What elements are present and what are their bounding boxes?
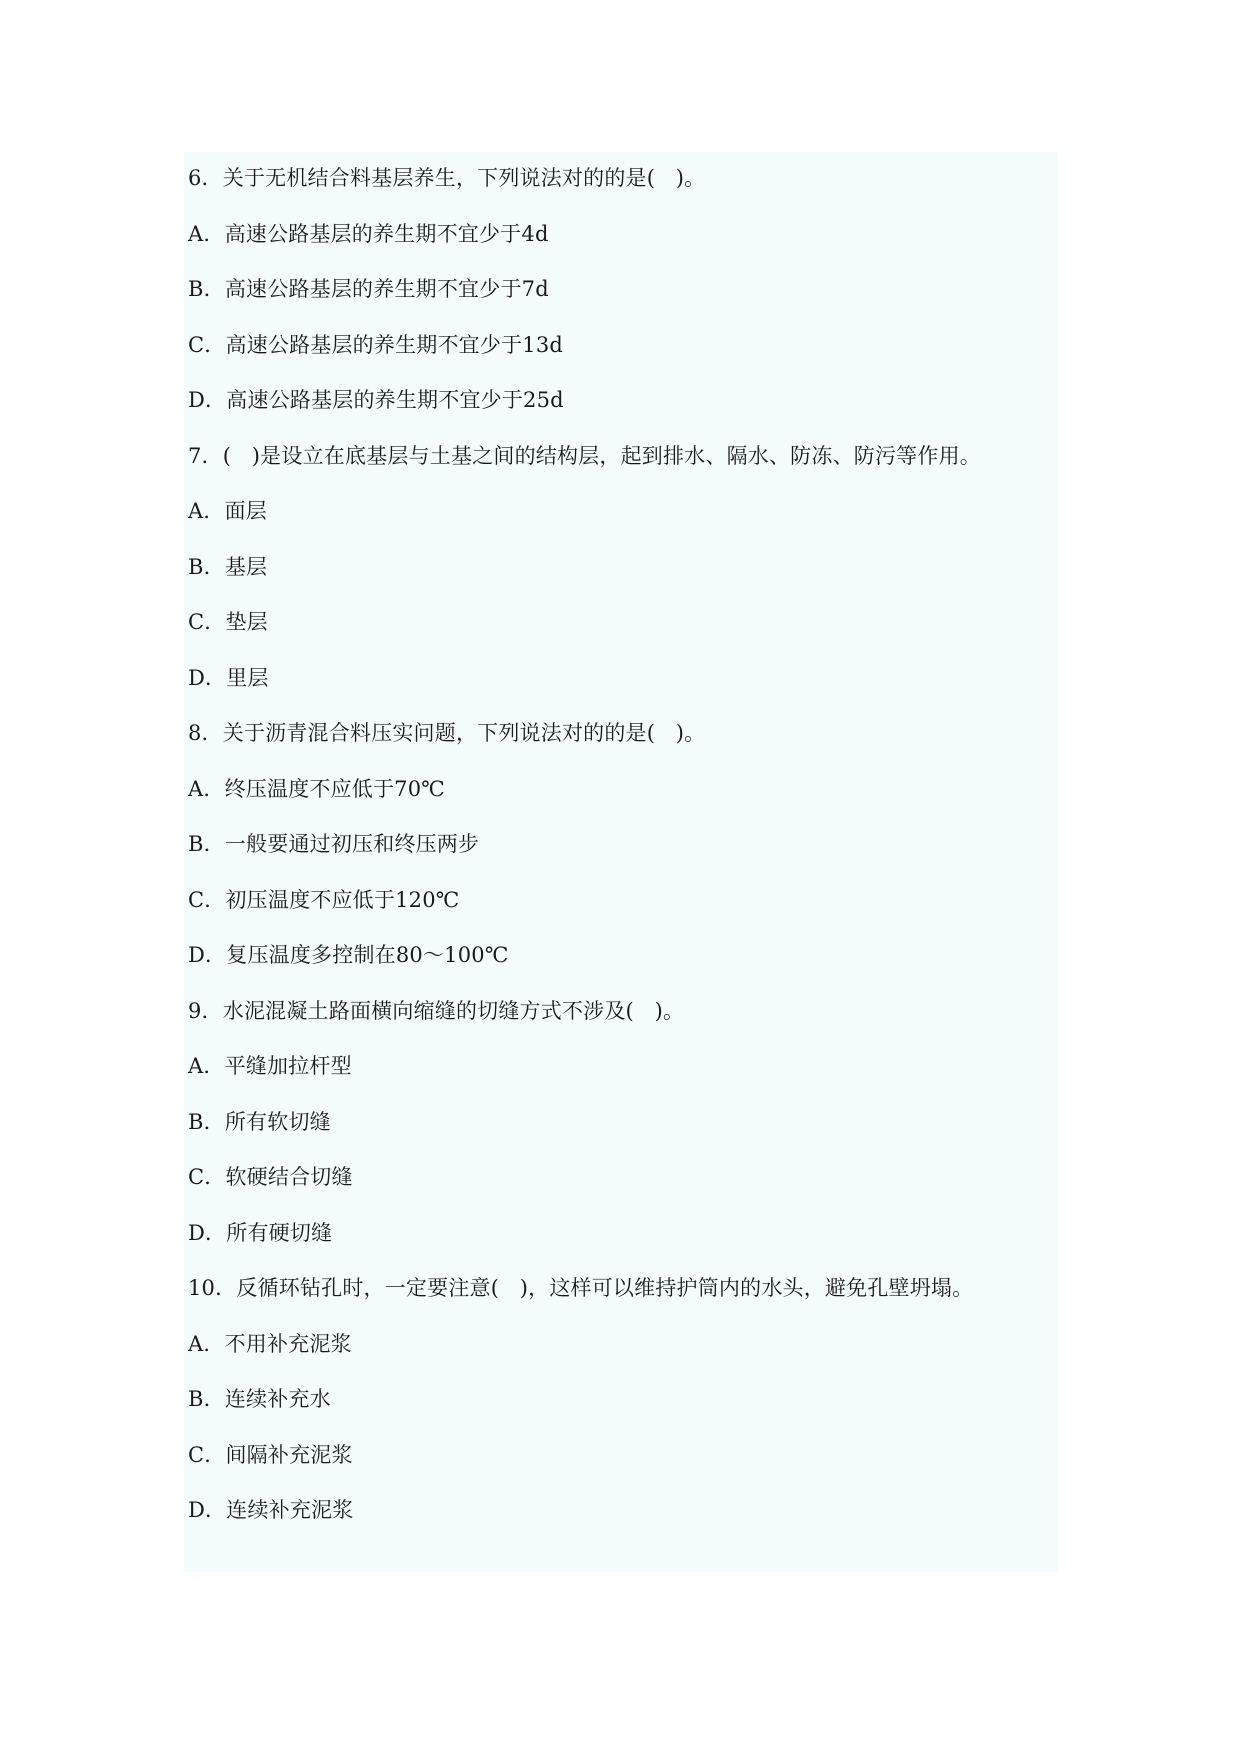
option-letter: A． <box>188 1054 225 1078</box>
question-8 <box>188 713 1048 991</box>
option-d <box>188 658 1048 714</box>
option-c <box>188 1435 1048 1491</box>
option-text: 高速公路基层的养生期不宜少于4d <box>224 221 549 246</box>
question-stem: 10．反循环钻孔时，一定要注意( )，这样可以维持护筒内的水头，避免孔壁坍塌。 <box>188 1276 974 1300</box>
question-list <box>188 158 1048 1546</box>
option-a <box>188 214 1048 270</box>
option-letter: A． <box>188 221 225 246</box>
option-c <box>188 325 1048 381</box>
option-letter: C． <box>188 1442 226 1467</box>
option-text: 高速公路基层的养生期不宜少于25d <box>226 388 564 412</box>
option-letter: C． <box>188 332 226 357</box>
question-9 <box>188 991 1048 1269</box>
option-b <box>188 824 1048 880</box>
question-7 <box>188 436 1048 714</box>
question-6 <box>188 158 1048 436</box>
option-b <box>188 1379 1048 1435</box>
option-letter: D． <box>188 943 227 967</box>
option-text: 软硬结合切缝 <box>225 1165 353 1189</box>
option-text: 平缝加拉杆型 <box>224 1054 352 1078</box>
option-text: 垫层 <box>225 610 268 634</box>
option-letter: C． <box>188 887 226 912</box>
option-text: 连续补充水 <box>224 1387 331 1411</box>
option-d <box>188 1490 1048 1546</box>
option-a <box>188 491 1048 547</box>
question-stem: 8．关于沥青混合料压实问题，下列说法对的的是( )。 <box>188 721 706 745</box>
option-text: 里层 <box>226 665 269 690</box>
option-text: 连续补充泥浆 <box>226 1498 354 1522</box>
option-letter: D． <box>188 1498 227 1522</box>
option-letter: D． <box>188 1220 227 1245</box>
option-text: 面层 <box>224 499 267 523</box>
option-c <box>188 1157 1048 1213</box>
option-text: 一般要通过初压和终压两步 <box>224 832 480 856</box>
question-10 <box>188 1268 1048 1546</box>
option-letter: C． <box>188 610 226 634</box>
option-b <box>188 269 1048 325</box>
question-stem: 9．水泥混凝土路面横向缩缝的切缝方式不涉及( )。 <box>188 998 685 1023</box>
option-d <box>188 380 1048 436</box>
option-b <box>188 547 1048 603</box>
option-d <box>188 1213 1048 1269</box>
option-text: 复压温度多控制在80～100℃ <box>226 943 509 967</box>
option-text: 高速公路基层的养生期不宜少于7d <box>224 277 549 301</box>
option-text: 高速公路基层的养生期不宜少于13d <box>225 332 564 357</box>
option-letter: D． <box>188 665 227 690</box>
option-letter: B． <box>188 832 225 856</box>
option-letter: A． <box>188 499 225 523</box>
option-c <box>188 880 1048 936</box>
option-text: 初压温度不应低于120℃ <box>225 887 460 912</box>
option-text: 基层 <box>224 554 268 579</box>
option-letter: B． <box>188 277 225 301</box>
option-a <box>188 769 1048 825</box>
option-d <box>188 935 1048 991</box>
option-a <box>188 1046 1048 1102</box>
question-stem: 7．( )是设立在底基层与土基之间的结构层，起到排水、隔水、防冻、防污等作用。 <box>188 443 981 468</box>
question-stem: 6．关于无机结合料基层养生，下列说法对的的是( )。 <box>188 166 706 190</box>
option-letter: B． <box>188 1109 225 1134</box>
option-letter: C． <box>188 1165 226 1189</box>
option-text: 所有软切缝 <box>224 1109 331 1134</box>
option-letter: B． <box>188 1387 225 1411</box>
option-c <box>188 602 1048 658</box>
option-letter: B． <box>188 554 225 579</box>
option-text: 终压温度不应低于70℃ <box>224 776 445 801</box>
option-text: 间隔补充泥浆 <box>225 1442 353 1467</box>
option-a <box>188 1324 1048 1380</box>
option-letter: A． <box>188 1331 225 1356</box>
option-letter: A． <box>188 776 225 801</box>
option-text: 所有硬切缝 <box>226 1220 333 1245</box>
option-letter: D． <box>188 388 227 412</box>
option-text: 不用补充泥浆 <box>224 1331 352 1356</box>
option-b <box>188 1102 1048 1158</box>
